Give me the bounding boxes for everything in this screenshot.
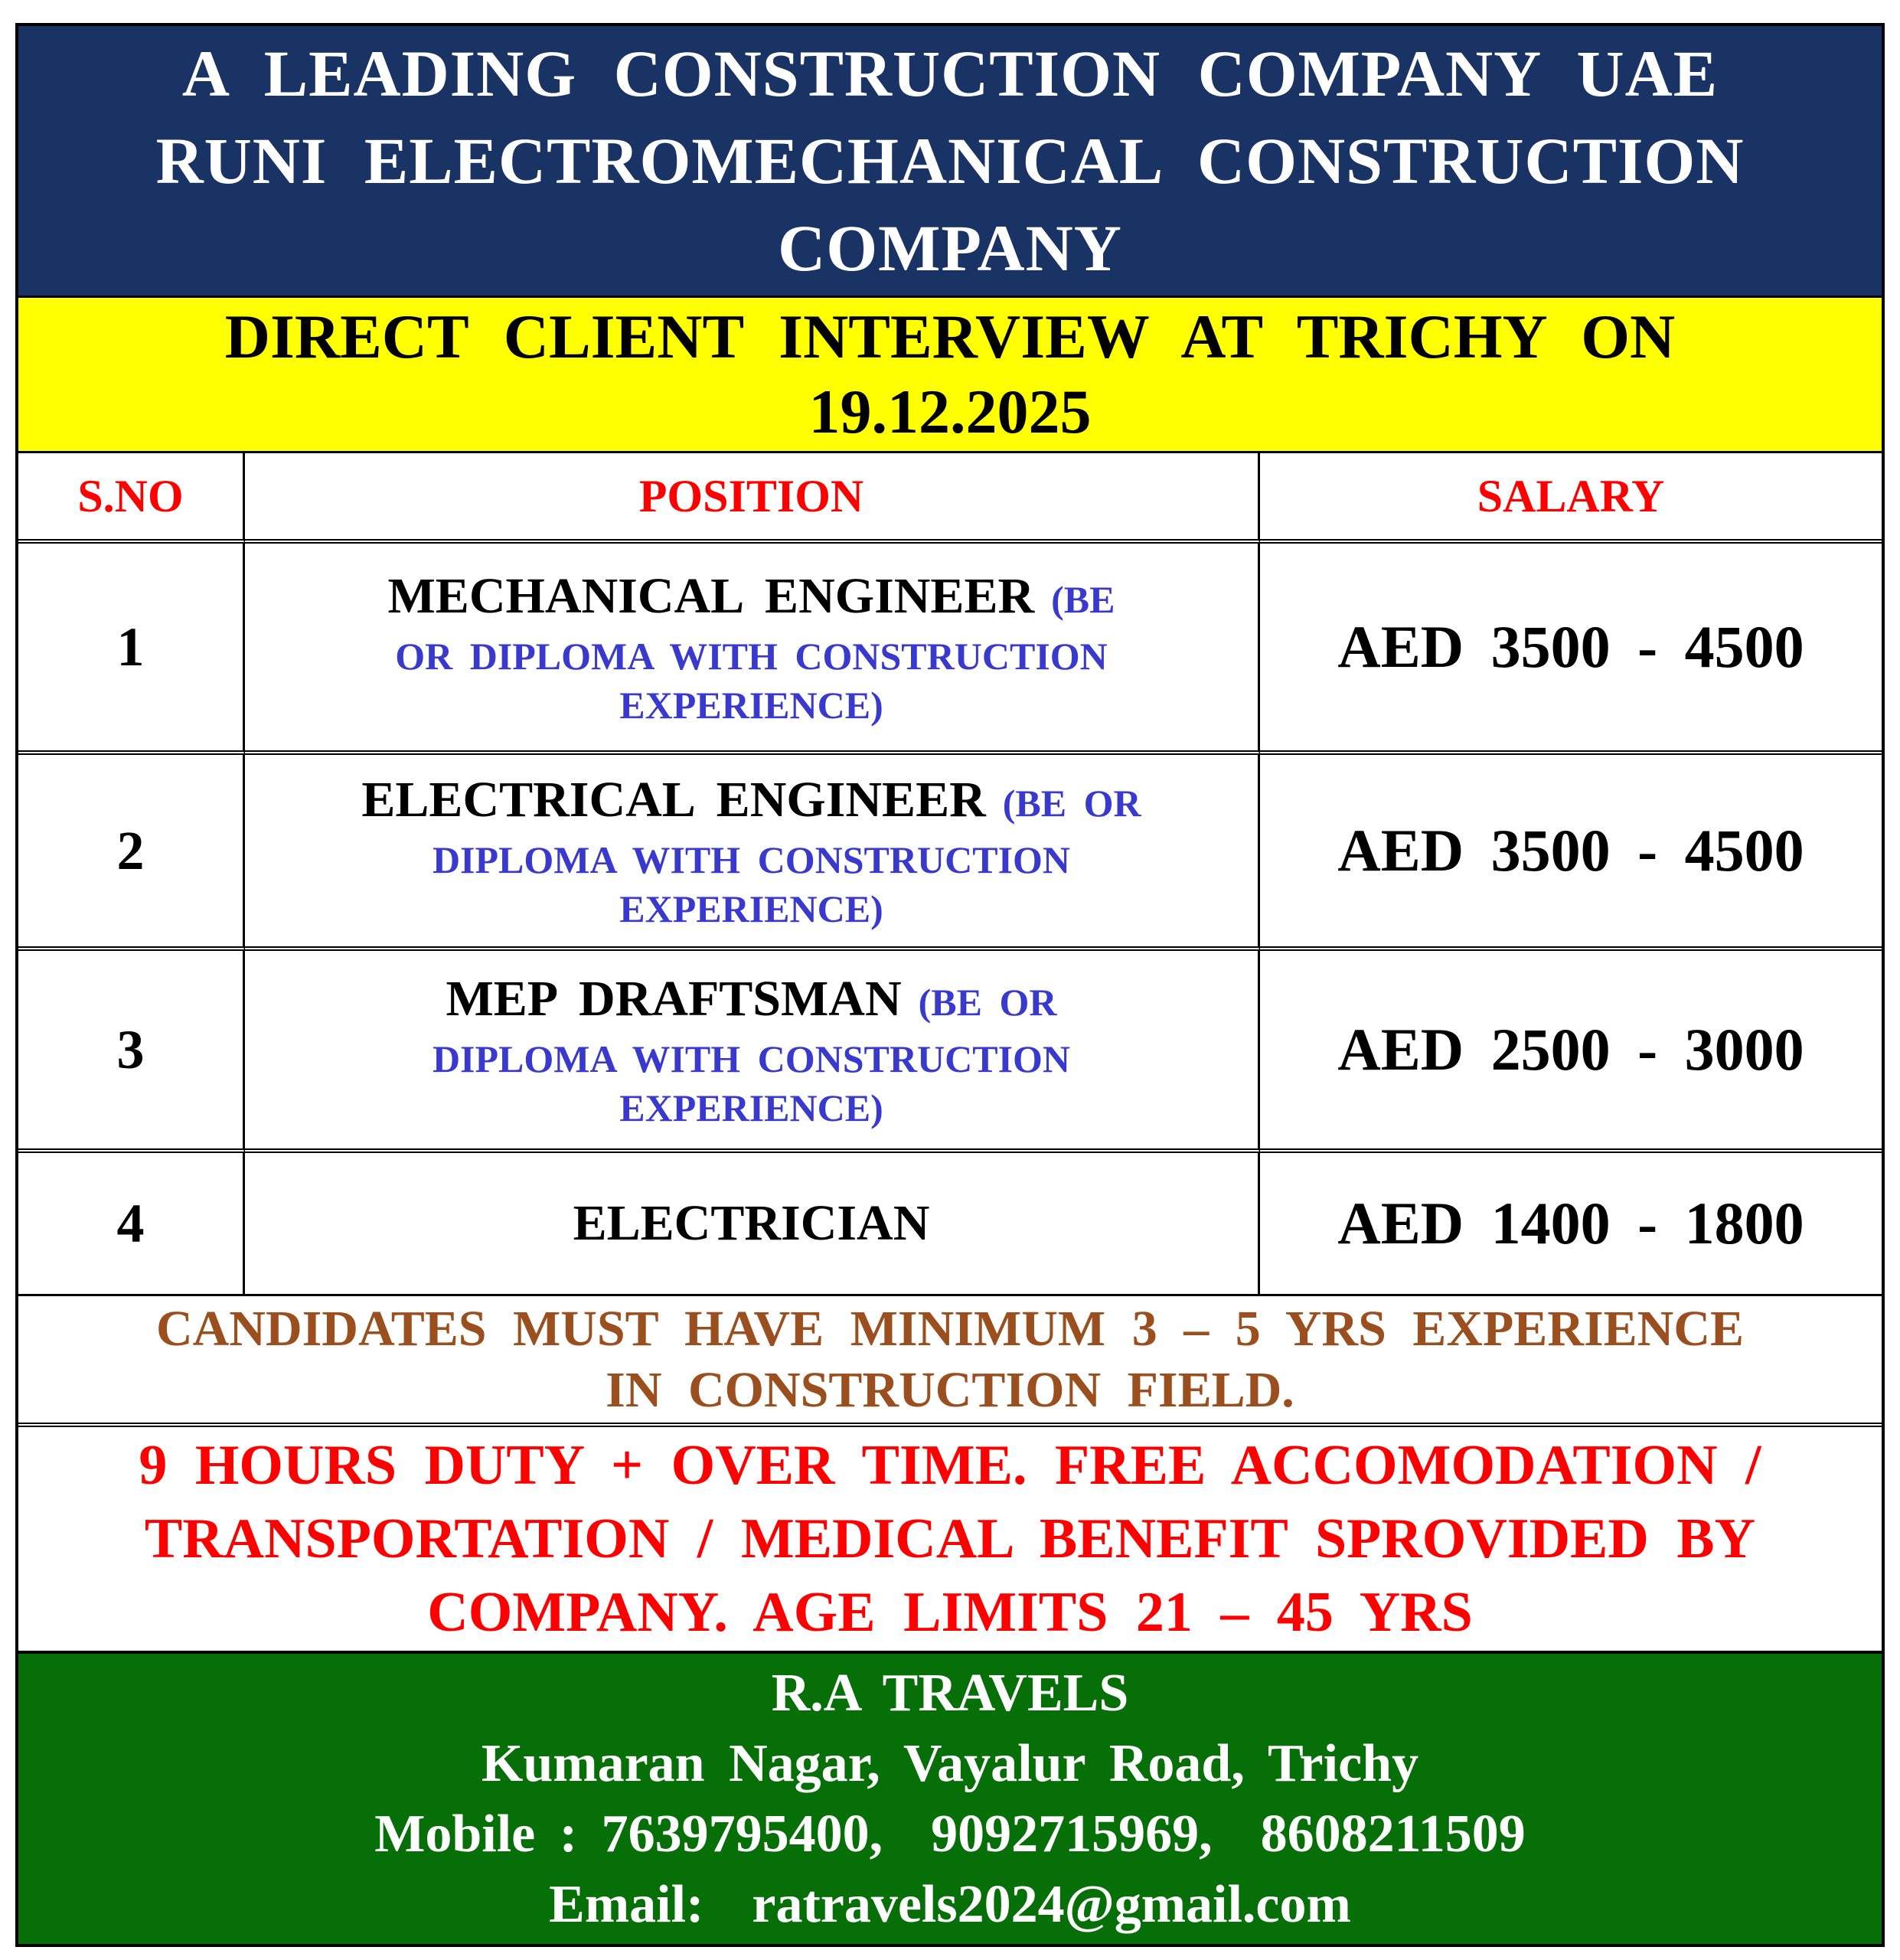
mobile-label: Mobile : bbox=[374, 1804, 602, 1864]
agency-address: Kumaran Nagar, Vayalur Road, Trichy bbox=[481, 1733, 1419, 1793]
position-cell bbox=[245, 755, 1260, 951]
position-cell bbox=[245, 951, 1260, 1153]
position-cell bbox=[245, 1153, 1260, 1294]
position-qualification: (BE OR bbox=[1002, 782, 1141, 825]
position-qualification-line: DIPLOMA WITH CONSTRUCTION bbox=[432, 838, 1071, 881]
salary-cell: AED 3500 - 4500 bbox=[1260, 755, 1882, 951]
interview-date: 19.12.2025 bbox=[808, 377, 1092, 446]
sno-cell: 1 bbox=[18, 544, 245, 755]
position-qualification-line: EXPERIENCE) bbox=[619, 1086, 883, 1129]
position-qualification: (BE OR bbox=[918, 981, 1057, 1024]
company-name-line: RUNI ELECTROMECHANICAL CONSTRUCTION bbox=[155, 124, 1745, 198]
sno-cell: 2 bbox=[18, 755, 245, 951]
position-qualification-line: EXPERIENCE) bbox=[619, 887, 883, 930]
positions-table bbox=[18, 451, 1882, 1296]
benefits-note-line: COMPANY. AGE LIMITS 21 – 45 YRS bbox=[427, 1581, 1473, 1644]
position-qualification-line: EXPERIENCE) bbox=[619, 684, 883, 727]
company-name-line: A LEADING CONSTRUCTION COMPANY UAE bbox=[181, 37, 1719, 110]
benefits-note bbox=[18, 1423, 1882, 1651]
benefits-note-line: TRANSPORTATION / MEDICAL BENEFIT SPROVIDED BY bbox=[144, 1508, 1756, 1570]
position-title: MECHANICAL ENGINEER bbox=[387, 568, 1035, 624]
position-cell bbox=[245, 544, 1260, 755]
position-title: ELECTRICIAN bbox=[573, 1195, 930, 1251]
salary-cell: AED 3500 - 4500 bbox=[1260, 544, 1882, 755]
agency-name: R.A TRAVELS bbox=[771, 1663, 1129, 1723]
email-label: Email: bbox=[549, 1874, 752, 1934]
agency-footer bbox=[18, 1651, 1882, 1944]
sno-cell: 3 bbox=[18, 951, 245, 1153]
position-qualification: (BE bbox=[1051, 578, 1115, 621]
position-title: ELECTRICAL ENGINEER bbox=[361, 772, 986, 828]
mobile-line bbox=[374, 1799, 1525, 1870]
experience-note bbox=[18, 1296, 1882, 1423]
experience-note-line: CANDIDATES MUST HAVE MINIMUM 3 – 5 YRS EXPERIENCE bbox=[155, 1300, 1745, 1357]
experience-note-line: IN CONSTRUCTION FIELD. bbox=[606, 1361, 1294, 1418]
position-title: MEP DRAFTSMAN bbox=[446, 971, 902, 1027]
interview-title: DIRECT CLIENT INTERVIEW AT TRICHY ON bbox=[224, 302, 1676, 371]
column-header-sno: S.NO bbox=[18, 453, 245, 544]
job-flyer bbox=[15, 23, 1885, 1947]
email-line bbox=[549, 1870, 1351, 1940]
salary-cell: AED 1400 - 1800 bbox=[1337, 1190, 1804, 1256]
column-header-position: POSITION bbox=[245, 453, 1260, 544]
column-header-salary: SALARY bbox=[1260, 453, 1882, 544]
salary-cell: AED 2500 - 3000 bbox=[1260, 951, 1882, 1153]
interview-banner bbox=[18, 296, 1882, 451]
company-name-line: COMPANY bbox=[778, 211, 1122, 285]
sno-cell: 4 bbox=[18, 1153, 245, 1294]
company-header bbox=[18, 26, 1882, 296]
position-qualification-line: OR DIPLOMA WITH CONSTRUCTION bbox=[395, 635, 1108, 678]
benefits-note-line: 9 HOURS DUTY + OVER TIME. FREE ACCOMODATION / bbox=[139, 1434, 1761, 1497]
email-address: ratravels2024@gmail.com bbox=[752, 1874, 1351, 1934]
position-qualification-line: DIPLOMA WITH CONSTRUCTION bbox=[432, 1037, 1071, 1080]
mobile-numbers: 7639795400, 9092715969, 8608211509 bbox=[601, 1804, 1526, 1864]
